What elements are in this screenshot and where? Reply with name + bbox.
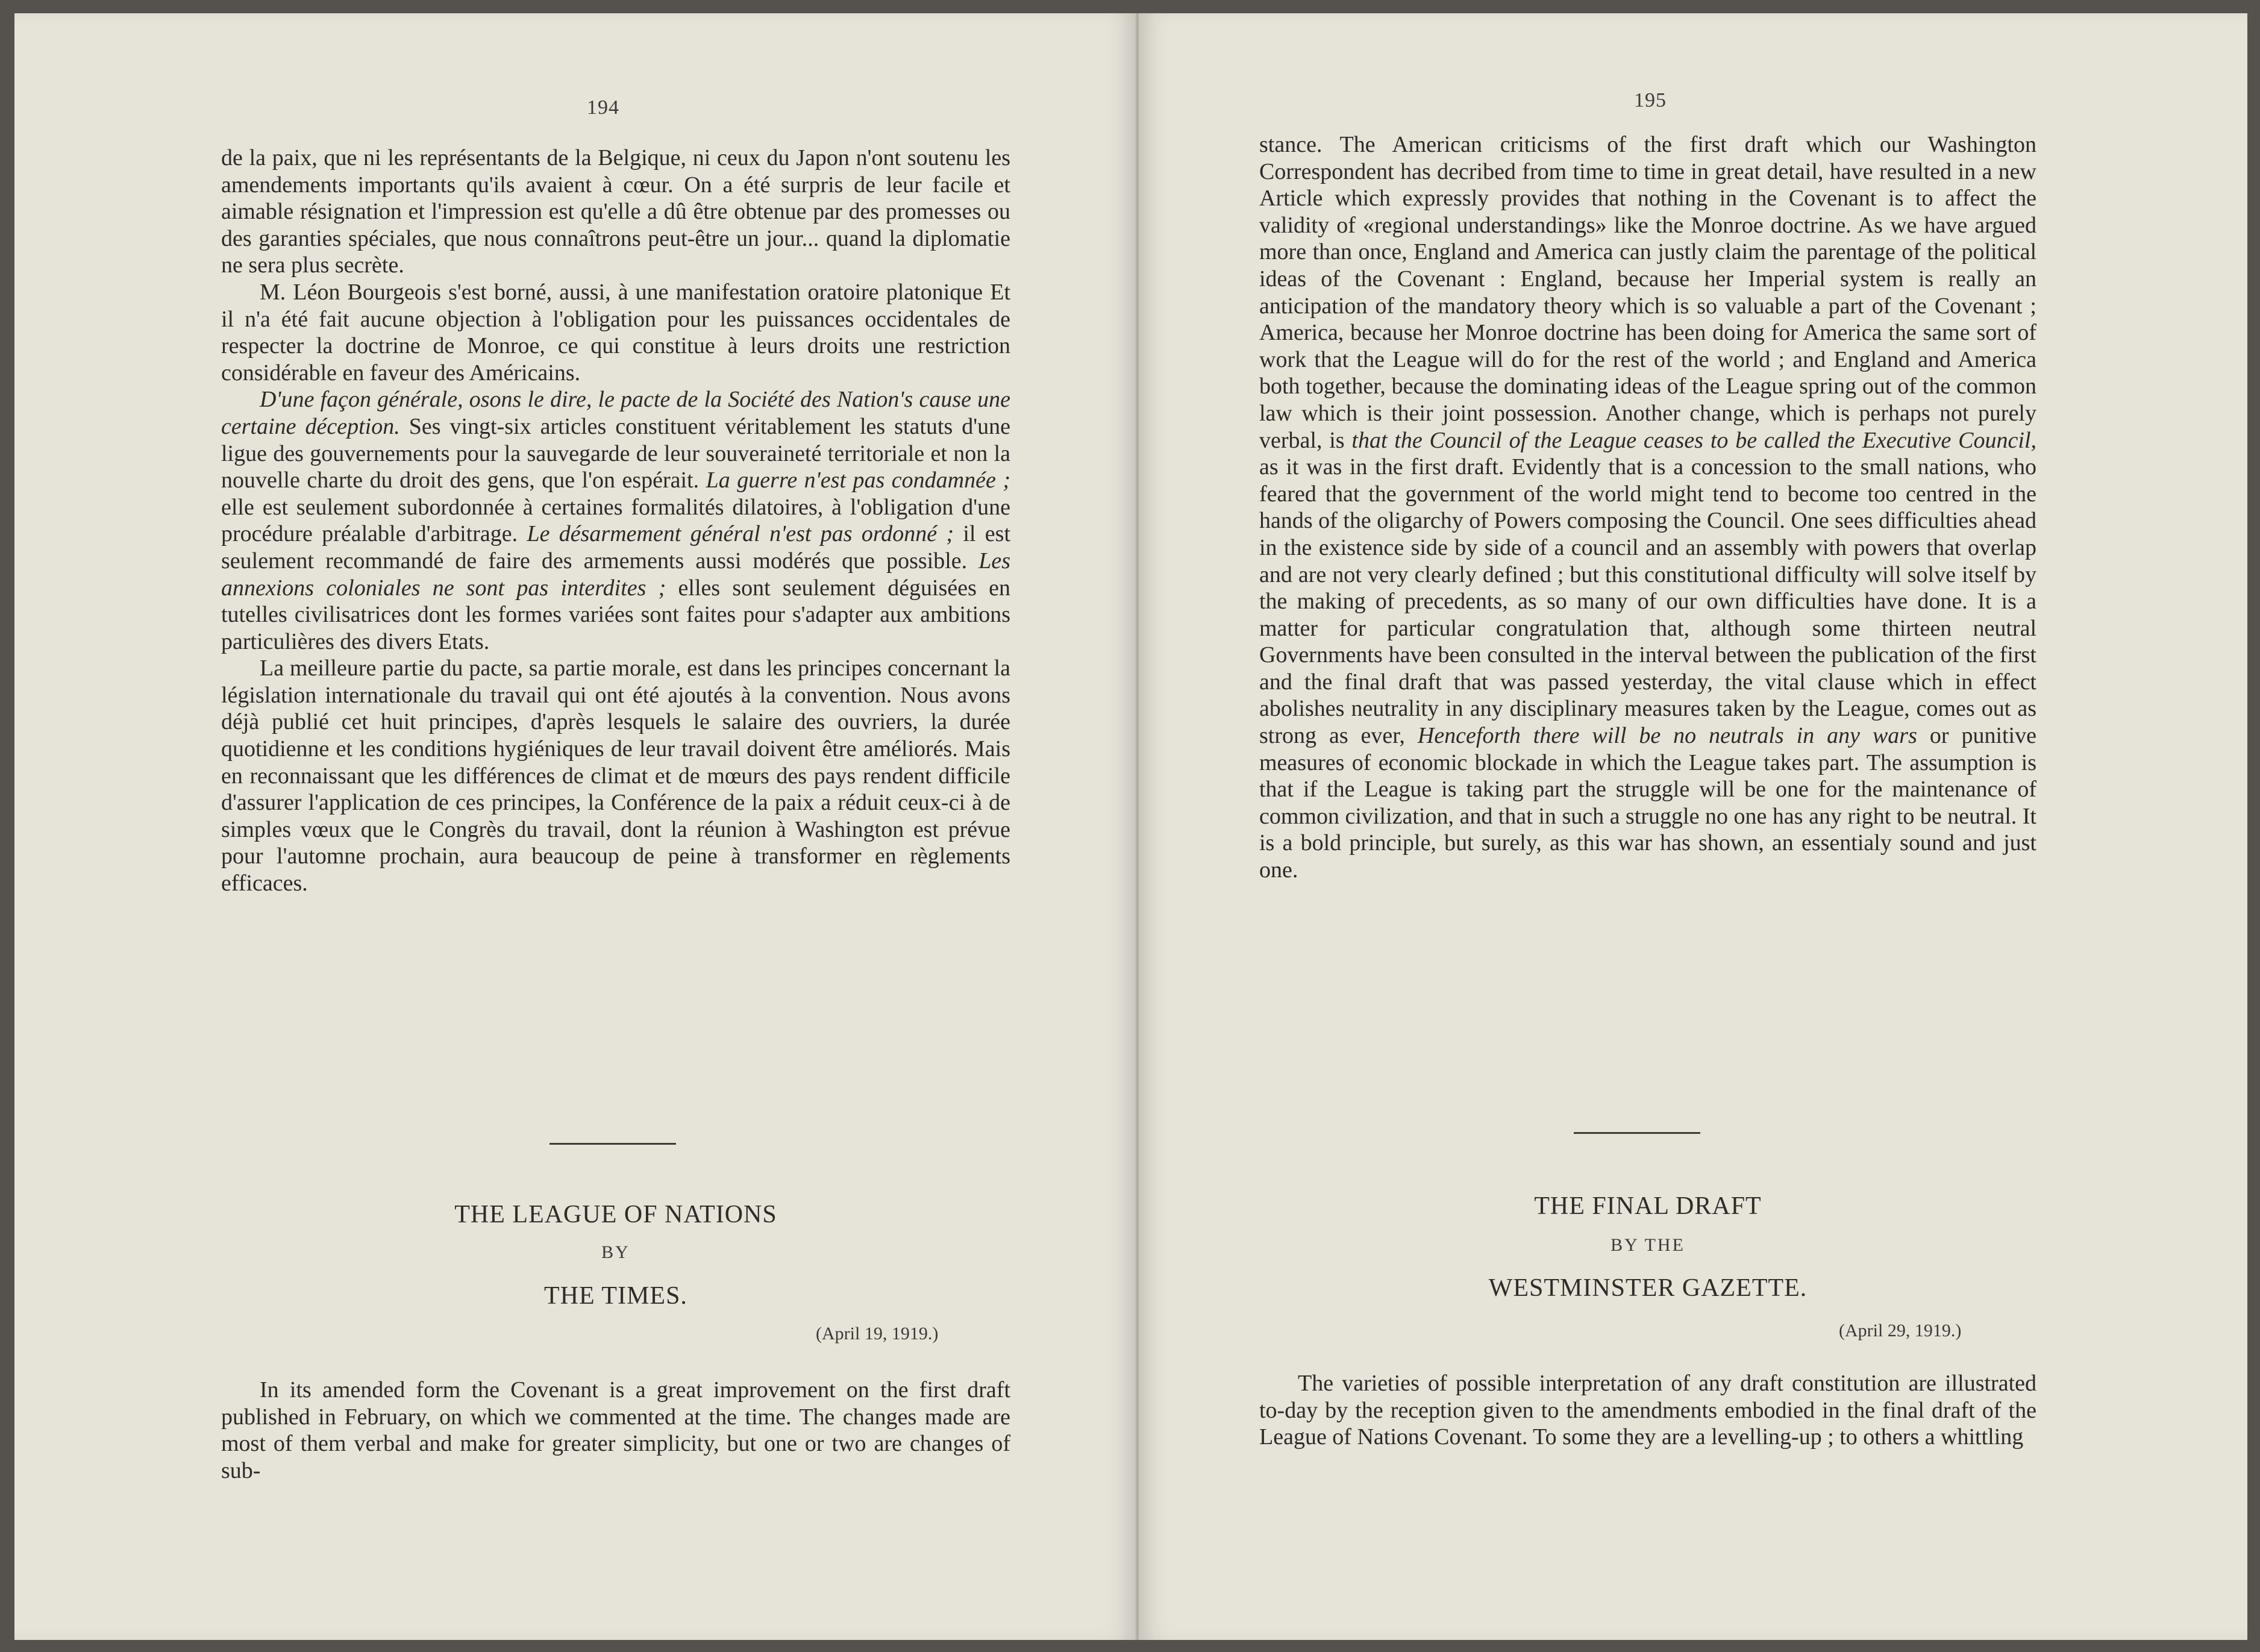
section-divider [1574,1132,1700,1134]
article-date: (April 19, 1919.) [816,1324,939,1344]
article-title: THE LEAGUE OF NATIONS [454,1201,777,1228]
text-run: elles sont seulement déguisées en tutelles civilisatrices dont les formes variées sont faites pour s'adapter aux ambitions particulières des divers Etats. [221,575,1010,654]
section-divider [549,1143,676,1145]
text-run: il est seulement recommandé de faire des armements aussi modérés que possible. [221,521,1010,574]
article-body [221,1377,1010,1484]
text-run: Ses vingt-six articles constituent véritablement les statuts d'une ligue des gouvernements pour la sauvegarde de leur souveraineté territoriale et non la nouvelle charte du droit des gens, que l'on espérait. [221,413,1010,493]
text-run: as it was in the first draft. Evidently that is a concession to the small nations, who feared that the government of the world might tend to become too centred in the hands of the oligarchy of Powers composing the Council. One sees difficulties ahead in the existence side by side of a council and an assembly with powers that overlap and are not very clearly defined ; but this constitutional difficulty will solve itself by the making of precedents, as so many of our own difficulties have done. It is a matter for particular congratulation that, although some thirteen neutral Governments have been consulted in the interval between the publication of the first and the final draft that was passed yesterday, the vital clause which in effect abolishes neutrality in any disciplinary measures taken by the League, comes out as strong as ever, [1259,454,2036,749]
article-byline: BY THE [1610,1235,1685,1255]
paragraph [221,386,1010,655]
left-body-text [221,145,1010,897]
italic-phrase: La guerre n'est pas condamnée ; [706,468,1010,493]
article-source: THE TIMES. [544,1282,687,1310]
article-title: THE FINAL DRAFT [1534,1192,1762,1220]
page-number: 195 [1634,89,1667,111]
paragraph: M. Léon Bourgeois s'est borné, aussi, à une manifestation oratoire platonique Et il n'a été fait aucune objection à l'obligation pour les puissances occidentales de respecter la doctrine de Monroe, ce qui constitue à leurs droits une restriction considérable en faveur des Américains. [221,279,1010,386]
italic-phrase: D'une façon générale, osons le dire, le pacte de la Société des Nation's cause une certaine déception. [221,387,1010,439]
article-byline: BY [601,1242,630,1262]
italic-phrase: Les annexions coloniales ne sont pas interdites ; [221,548,1010,601]
text-run: stance. The American criticisms of the first draft which our Washington Correspondent has decribed from time to time in great detail, have resulted in a new Article which expressly provides that nothing in the Covenant is to affect the validity of «regional understandings» like the Monroe doctrine. As we have argued more than once, England and America can justly claim the parentage of the political ideas of the Covenant : England, because her Imperial system is really an anticipation of the mandatory theory which is so valuable a part of the Covenant ; America, because her Monroe doctrine has been doing for America the same sort of work that the League will do for the rest of the world ; and England and America both together, because the dominating ideas of the League spring out of the common law which is their joint possession. Another change, which is perhaps not purely verbal, is [1259,132,2036,453]
page-number: 194 [587,96,619,119]
text-run: or punitive measures of economic blockade in which the League takes part. The assumption is that if the League is taking part the struggle will be one for the maintenance of common civilization, and that in such a struggle no one has any right to be neutral. It is a bold principle, but surely, as this war has shown, an essentialy sound and just one. [1259,723,2036,883]
paragraph: de la paix, que ni les représentants de la Belgique, ni ceux du Japon n'ont soutenu les amendements importants qu'ils avaient à cœur. On a été surpris de leur facile et aimable résignation et l'impression est qu'elle a dû être obtenue par des promesses ou des garanties spéciales, que nous connaîtrons peut-être un jour... quand la diplomatie ne sera plus secrète. [221,145,1010,278]
paragraph: La meilleure partie du pacte, sa partie morale, est dans les principes concernant la législation internationale du travail qui ont été ajoutés à la convention. Nous avons déjà publié cet huit principes, d'après lesquels le salaire des ouvriers, la durée quotidienne et les conditions hygiéniques de leur travail doivent être améliorés. Mais en reconnaissant que les différences de climat et de mœurs des pays rendent difficile d'assurer l'application de ces principes, la Conférence de la paix a réduit ceux-ci à de simples vœux que le Congrès du travail, dont la réunion à Washington est prévue pour l'automne prochain, aura beaucoup de peine à transformer en règlements efficaces. [221,655,1010,896]
italic-phrase: Le désarmement général n'est pas ordonné ; [527,521,954,547]
paragraph [1259,131,2036,884]
right-page [1139,13,2247,1640]
paragraph: In its amended form the Covenant is a great improvement on the first draft published in February, on which we commented at the time. The changes made are most of them verbal and make for greater simplicity, but one or two are changes of sub- [221,1377,1010,1483]
right-body-text [1259,131,2036,884]
left-page [14,13,1136,1640]
article-source: WESTMINSTER GAZETTE. [1488,1274,1808,1302]
italic-phrase: that the Council of the League ceases to be called the Executive Council, [1351,427,2036,453]
article-date: (April 29, 1919.) [1839,1321,1962,1341]
italic-phrase: Henceforth there will be no neutrals in any wars [1417,723,1917,749]
paragraph: The varieties of possible interpretation of any draft constitution are illustrated to-day by the reception given to the amendments embodied in the final draft of the League of Nations Covenant. To some they are a levelling-up ; to others a whittling [1259,1371,2036,1450]
article-body [1259,1370,2036,1451]
text-run: elle est seulement subordonnée à certaines formalités dilatoires, à l'obligation d'une procédure préalable d'arbitrage. [221,494,1010,547]
